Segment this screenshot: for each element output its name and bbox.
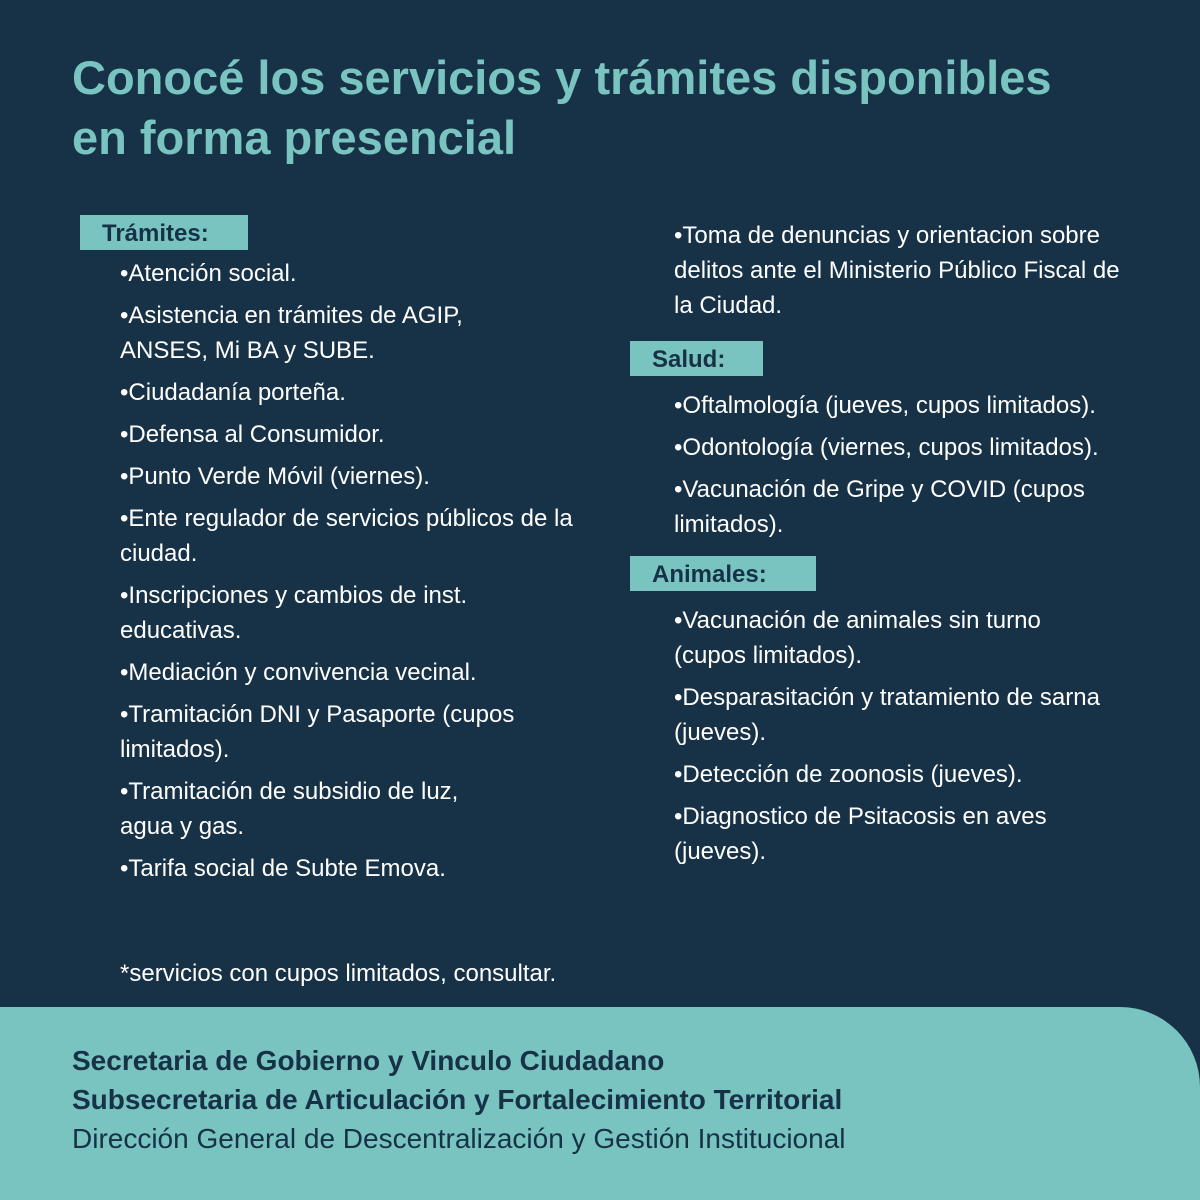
page-title [72,48,1152,168]
footer-subsecretaria: Subsecretaria de Articulación y Fortalecimiento Territorial [72,1084,843,1115]
left-column [80,215,600,893]
list-item: •Vacunación de Gripe y COVID (cupos limitados). [674,476,1085,538]
list-item: •Vacunación de animales sin turno (cupos limitados). [674,607,1041,669]
footer-secretaria: Secretaria de Gobierno y Vinculo Ciudadano [72,1045,665,1076]
list-item: •Tramitación DNI y Pasaporte (cupos limitados). [120,701,515,763]
list-item: •Diagnostico de Psitacosis en aves (jueves). [674,803,1047,865]
list-item: •Toma de denuncias y orientacion sobre delitos ante el Ministerio Público Fiscal de la Ciudad. [674,222,1120,319]
list-item: •Ciudadanía porteña. [120,379,346,406]
right-column [630,218,1160,876]
list-item: •Mediación y convivencia vecinal. [120,659,477,686]
list-item: •Asistencia en trámites de AGIP, ANSES, Mi BA y SUBE. [120,302,463,364]
list-item: •Atención social. [120,260,297,287]
salud-list [630,388,1160,542]
title-line-2: en forma presencial [72,111,517,164]
salud-label: Salud: [630,341,763,376]
animales-label: Animales: [630,556,816,591]
tramites-list-continued [630,218,1160,323]
tramites-list [80,256,600,886]
list-item: •Desparasitación y tratamiento de sarna (jueves). [674,684,1100,746]
list-item: •Defensa al Consumidor. [120,421,385,448]
animales-list [630,603,1160,869]
footer-direccion: Dirección General de Descentralización y Gestión Institucional [72,1123,846,1154]
tramites-label: Trámites: [80,215,248,250]
list-item: •Detección de zoonosis (jueves). [674,761,1023,788]
list-item: •Oftalmología (jueves, cupos limitados). [674,392,1096,419]
list-item: •Punto Verde Móvil (viernes). [120,463,430,490]
list-item: •Inscripciones y cambios de inst. educativas. [120,582,468,644]
title-line-1: Conocé los servicios y trámites disponibles [72,51,1052,104]
list-item: •Tramitación de subsidio de luz, agua y gas. [120,778,459,840]
list-item: •Tarifa social de Subte Emova. [120,855,446,882]
footnote: *servicios con cupos limitados, consultar. [120,960,557,987]
list-item: •Odontología (viernes, cupos limitados). [674,434,1099,461]
list-item: •Ente regulador de servicios públicos de la ciudad. [120,505,573,567]
